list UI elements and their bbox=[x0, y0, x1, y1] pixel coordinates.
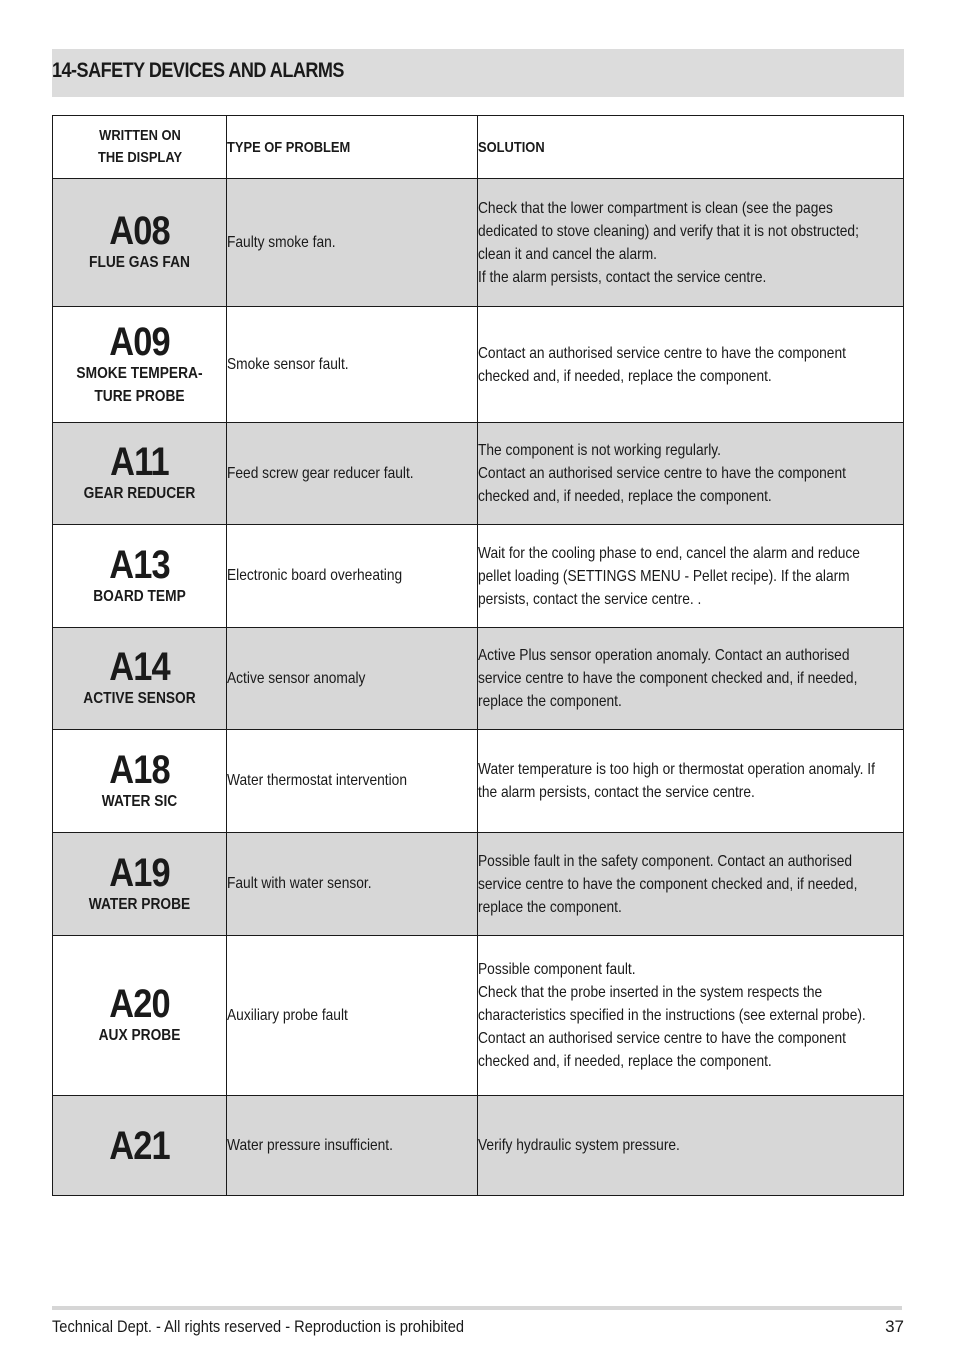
problem-cell: Auxiliary probe fault bbox=[227, 936, 478, 1096]
problem-cell: Smoke sensor fault. bbox=[227, 307, 478, 423]
alarm-code: A21 bbox=[109, 1123, 170, 1168]
problem-cell: Electronic board overheating bbox=[227, 525, 478, 628]
problem-cell: Water pressure insufficient. bbox=[227, 1096, 478, 1196]
table-row bbox=[53, 423, 904, 525]
alarm-code: A14 bbox=[109, 645, 170, 689]
footer-divider bbox=[52, 1306, 902, 1310]
alarm-label: WATER SIC bbox=[101, 792, 178, 810]
section-title: 14-SAFETY DEVICES AND ALARMS bbox=[52, 59, 344, 82]
table-row bbox=[53, 628, 904, 730]
alarm-code-cell bbox=[53, 423, 227, 525]
header-problem: TYPE OF PROBLEM bbox=[227, 116, 478, 179]
problem-cell: Faulty smoke fan. bbox=[227, 179, 478, 307]
alarm-code-cell bbox=[53, 833, 227, 936]
table-row bbox=[53, 833, 904, 936]
solution-cell: Active Plus sensor operation anomaly. Contact an authorised service centre to have the component checked and, if needed, replace the component. bbox=[478, 628, 904, 730]
alarm-label: SMOKE TEMPERA- TURE PROBE bbox=[76, 364, 203, 405]
problem-cell: Water thermostat intervention bbox=[227, 730, 478, 833]
alarm-label: ACTIVE SENSOR bbox=[83, 690, 196, 707]
alarm-code: A13 bbox=[109, 542, 170, 587]
alarm-label: AUX PROBE bbox=[98, 1027, 181, 1044]
alarm-code-cell bbox=[53, 525, 227, 628]
header-solution: SOLUTION bbox=[478, 116, 904, 179]
alarm-label: FLUE GAS FAN bbox=[89, 254, 190, 271]
solution-cell: Wait for the cooling phase to end, cancel the alarm and reduce pellet loading (SETTINGS MENU - Pellet recipe). If the alarm persists, contact the service centre. . bbox=[478, 525, 904, 628]
alarm-code-cell bbox=[53, 730, 227, 833]
alarm-code: A09 bbox=[109, 319, 170, 364]
alarm-label: BOARD TEMP bbox=[93, 587, 186, 605]
table-row bbox=[53, 730, 904, 833]
solution-cell: The component is not working regularly. Contact an authorised service centre to have the component checked and, if needed, replace the component. bbox=[478, 423, 904, 525]
table-header-row bbox=[53, 116, 904, 179]
header-display: WRITTEN ON THE DISPLAY bbox=[53, 116, 227, 179]
alarm-code: A19 bbox=[109, 850, 170, 895]
alarm-code-cell bbox=[53, 179, 227, 307]
table-row bbox=[53, 307, 904, 423]
footer-copyright: Technical Dept. - All rights reserved - Reproduction is prohibited bbox=[52, 1317, 465, 1336]
alarms-table bbox=[52, 115, 904, 1196]
table-row bbox=[53, 525, 904, 628]
alarm-code-cell bbox=[53, 628, 227, 730]
problem-cell: Feed screw gear reducer fault. bbox=[227, 423, 478, 525]
alarm-code-cell bbox=[53, 307, 227, 423]
alarm-label: WATER PROBE bbox=[88, 895, 191, 913]
table-row bbox=[53, 1096, 904, 1196]
solution-cell: Possible fault in the safety component. Contact an authorised service centre to have the component checked and, if needed, replace the component. bbox=[478, 833, 904, 936]
solution-cell: Check that the lower compartment is clean (see the pages dedicated to stove cleaning) and verify that it is not obstructed; clean it and cancel the alarm. If the alarm persists, contact the service centre. bbox=[478, 179, 904, 307]
table-row bbox=[53, 179, 904, 307]
problem-cell: Fault with water sensor. bbox=[227, 833, 478, 936]
alarm-code-cell bbox=[53, 936, 227, 1096]
alarm-label: GEAR REDUCER bbox=[83, 485, 196, 502]
alarm-code-cell bbox=[53, 1096, 227, 1196]
alarm-code: A20 bbox=[109, 982, 170, 1026]
solution-cell: Water temperature is too high or thermostat operation anomaly. If the alarm persists, contact the service centre. bbox=[478, 730, 904, 833]
table-row bbox=[53, 936, 904, 1096]
solution-cell: Possible component fault. Check that the probe inserted in the system respects the characteristics specified in the instructions (see external probe). Contact an authorised service centre to have the component checked and, if needed, replace the component. bbox=[478, 936, 904, 1096]
alarm-code: A11 bbox=[110, 440, 169, 484]
alarm-code: A08 bbox=[109, 209, 170, 253]
section-header bbox=[52, 49, 904, 97]
problem-cell: Active sensor anomaly bbox=[227, 628, 478, 730]
page-number: 37 bbox=[885, 1317, 904, 1336]
alarm-code: A18 bbox=[109, 747, 170, 792]
solution-cell: Contact an authorised service centre to have the component checked and, if needed, replace the component. bbox=[478, 307, 904, 423]
solution-cell: Verify hydraulic system pressure. bbox=[478, 1096, 904, 1196]
